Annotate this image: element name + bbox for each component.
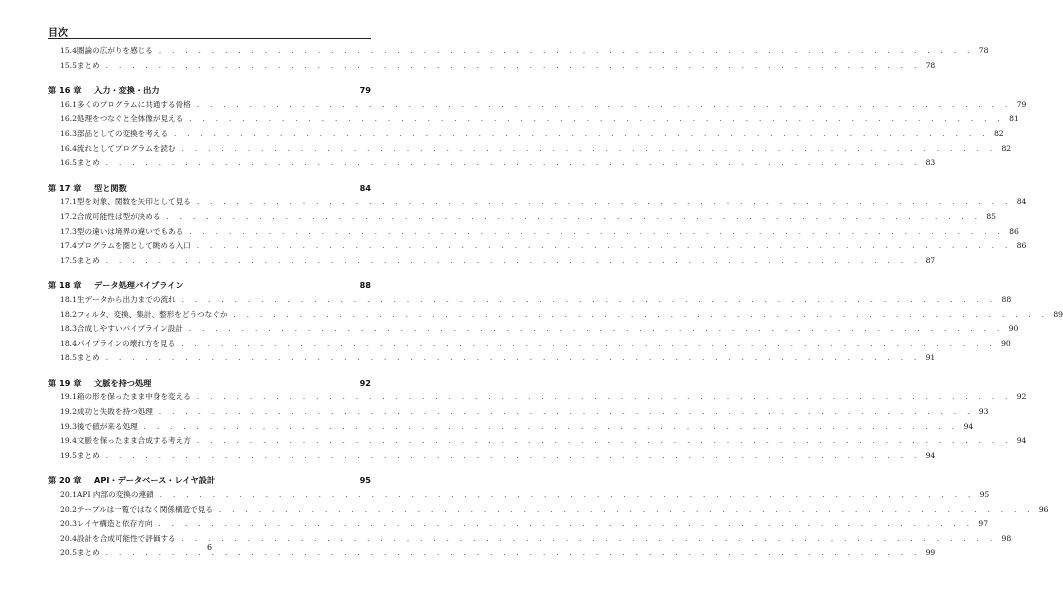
section-number: 19.3 — [60, 421, 77, 431]
chapter-page-number: 92 — [359, 377, 371, 388]
dot-leader: . . . . . . . . . . . . . . . . . . . . . . . . . . . . . . . . . . . . . . . . . . . . . . . . . . . . . . . . . . . . . . — [188, 325, 1004, 334]
toc-section-entry[interactable] — [48, 405, 989, 420]
section-page-number: 82 — [993, 128, 1004, 138]
toc-section-entry[interactable] — [48, 322, 1019, 337]
chapter-number: 第 19 章 — [48, 377, 82, 388]
toc-section-entry[interactable] — [48, 239, 1027, 254]
section-number: 19.5 — [60, 450, 77, 460]
section-number: 20.3 — [60, 519, 77, 529]
section-title: テーブルは一覧ではなく関係構造で見る — [76, 504, 213, 514]
section-title: API 内部の変換の連鎖 — [76, 490, 154, 500]
dot-leader: . . . . . . . . . . . . . . . . . . . . . . . . . . . . . . . . . . . . . . . . . . . . . . . . . . . . . . . . . . . . . . — [233, 310, 1049, 319]
section-title: まとめ — [76, 255, 100, 265]
dot-leader: . . . . . . . . . . . . . . . . . . . . . . . . . . . . . . . . . . . . . . . . . . . . . . . . . . . . . . . . . . . . . . — [105, 549, 921, 558]
chapter-page-number: 84 — [359, 182, 371, 193]
toc-section-entry[interactable] — [48, 337, 1011, 352]
section-page-number: 89 — [1053, 309, 1063, 319]
header-rule — [48, 38, 371, 39]
toc-section-entry[interactable] — [48, 210, 997, 225]
chapter-title: データ処理パイプライン — [94, 280, 184, 291]
dot-leader: . . . . . . . . . . . . . . . . . . . . . . . . . . . . . . . . . . . . . . . . . . . . . . . . . . . . . . . . . . . . . . — [189, 227, 1005, 236]
dot-leader: . . . . . . . . . . . . . . . . . . . . . . . . . . . . . . . . . . . . . . . . . . . . . . . . . . . . . . . . . . . . . . — [158, 408, 974, 417]
section-number: 17.1 — [60, 197, 77, 207]
section-number: 15.4 — [60, 46, 77, 55]
dot-leader: . . . . . . . . . . . . . . . . . . . . . . . . . . . . . . . . . . . . . . . . . . . . . . . . . . . . . . . . . . . . . . — [181, 534, 997, 543]
section-number: 17.2 — [60, 211, 77, 221]
section-page-number: 82 — [1001, 143, 1012, 153]
toc-section-entry[interactable] — [48, 112, 1019, 127]
toc-section-entry[interactable] — [48, 44, 989, 59]
toc-section-entry[interactable] — [48, 142, 1012, 157]
section-number: 19.2 — [60, 407, 77, 417]
section-title: 成功と失敗を持つ処理 — [76, 407, 153, 417]
toc-section-entry[interactable] — [48, 293, 1012, 308]
section-title: まとめ — [76, 158, 100, 168]
toc-section-entry[interactable] — [48, 488, 990, 503]
section-title: まとめ — [76, 60, 100, 70]
section-page-number: 90 — [1001, 338, 1011, 348]
dot-leader: . . . . . . . . . . . . . . . . . . . . . . . . . . . . . . . . . . . . . . . . . . . . . . . . . . . . . . . . . . . . . . — [174, 129, 989, 138]
section-number: 18.5 — [60, 353, 77, 363]
section-number: 15.5 — [60, 60, 77, 70]
dot-leader: . . . . . . . . . . . . . . . . . . . . . . . . . . . . . . . . . . . . . . . . . . . . . . . . . . . . . . . . . . . . . . — [196, 393, 1012, 402]
toc-section-entry[interactable] — [48, 127, 1004, 142]
dot-leader: . . . . . . . . . . . . . . . . . . . . . . . . . . . . . . . . . . . . . . . . . . . . . . . . . . . . . . . . . . . . . . — [159, 491, 975, 500]
toc-chapter-heading[interactable] — [48, 376, 371, 391]
section-number: 17.4 — [60, 241, 77, 251]
section-page-number: 83 — [925, 158, 936, 168]
section-page-number: 92 — [1016, 392, 1027, 402]
dot-leader: . . . . . . . . . . . . . . . . . . . . . . . . . . . . . . . . . . . . . . . . . . . . . . . . . . . . . . . . . . . . . . — [196, 100, 1012, 109]
toc-section-entry[interactable] — [48, 434, 1027, 449]
toc-section-entry[interactable] — [48, 225, 1019, 240]
chapter-title: 入力・変換・出力 — [94, 85, 160, 96]
section-title: 箱の形を保ったまま中身を変える — [76, 392, 191, 402]
section-page-number: 78 — [978, 46, 989, 55]
section-title: 設計を合成可能性で評価する — [76, 533, 176, 543]
section-title: 部品としての変換を考える — [76, 128, 169, 138]
section-number: 18.2 — [60, 309, 77, 319]
dot-leader: . . . . . . . . . . . . . . . . . . . . . . . . . . . . . . . . . . . . . . . . . . . . . . . . . . . . . . . . . . . . . . — [189, 115, 1005, 124]
section-page-number: 91 — [925, 353, 936, 363]
section-page-number: 94 — [963, 421, 974, 431]
section-number: 18.1 — [60, 294, 77, 304]
section-page-number: 94 — [925, 450, 936, 460]
toc-chapter-heading[interactable] — [48, 473, 371, 488]
section-title: 生データから出力までの流れ — [76, 294, 176, 304]
section-page-number: 94 — [1016, 436, 1027, 446]
section-number: 16.4 — [60, 143, 77, 153]
toc-section-entry[interactable] — [48, 420, 974, 435]
section-title: 流れとしてプログラムを読む — [76, 143, 176, 153]
table-of-contents — [48, 44, 1063, 561]
section-title: プログラムを圏として眺める入口 — [76, 241, 191, 251]
chapter-page-number: 88 — [359, 280, 371, 291]
toc-section-entry[interactable] — [48, 156, 936, 171]
section-number: 20.5 — [60, 548, 77, 558]
toc-section-entry[interactable] — [48, 308, 1063, 323]
chapter-page-number: 79 — [359, 85, 371, 96]
section-number: 19.4 — [60, 436, 77, 446]
section-page-number: 93 — [978, 407, 989, 417]
section-page-number: 97 — [978, 519, 989, 529]
section-number: 16.5 — [60, 158, 77, 168]
dot-leader: . . . . . . . . . . . . . . . . . . . . . . . . . . . . . . . . . . . . . . . . . . . . . . . . . . . . . . . . . . . . . . — [158, 47, 974, 55]
toc-section-entry[interactable] — [48, 503, 1049, 518]
section-page-number: 86 — [1016, 241, 1027, 251]
section-title: まとめ — [76, 353, 100, 363]
dot-leader: . . . . . . . . . . . . . . . . . . . . . . . . . . . . . . . . . . . . . . . . . . . . . . . . . . . . . . . . . . . . . . — [143, 422, 959, 431]
chapter-number: 第 17 章 — [48, 182, 82, 193]
chapter-number: 第 16 章 — [48, 85, 82, 96]
section-number: 16.3 — [60, 128, 77, 138]
chapter-title: API・データベース・レイヤ設計 — [94, 475, 216, 486]
toc-chapter-heading[interactable] — [48, 278, 371, 293]
chapter-number: 第 18 章 — [48, 280, 82, 291]
page-header-title: 目次 — [48, 28, 68, 39]
section-number: 18.3 — [60, 324, 77, 334]
dot-leader: . . . . . . . . . . . . . . . . . . . . . . . . . . . . . . . . . . . . . . . . . . . . . . . . . . . . . . . . . . . . . . — [105, 256, 921, 265]
dot-leader: . . . . . . . . . . . . . . . . . . . . . . . . . . . . . . . . . . . . . . . . . . . . . . . . . . . . . . . . . . . . . . — [105, 451, 921, 460]
dot-leader: . . . . . . . . . . . . . . . . . . . . . . . . . . . . . . . . . . . . . . . . . . . . . . . . . . . . . . . . . . . . . . — [196, 198, 1012, 207]
toc-section-entry[interactable] — [48, 195, 1027, 210]
section-number: 20.1 — [60, 490, 77, 500]
section-title: パイプラインの壊れ方を見る — [76, 338, 176, 348]
section-title: 合成しやすいパイプライン設計 — [76, 324, 183, 334]
toc-chapter-heading[interactable] — [48, 83, 371, 98]
section-page-number: 88 — [1001, 294, 1012, 304]
section-page-number: 78 — [925, 60, 936, 70]
section-page-number: 96 — [1038, 504, 1049, 514]
section-page-number: 85 — [986, 211, 997, 221]
section-title: 処理をつなぐと全体像が見える — [76, 114, 184, 124]
toc-chapter-heading[interactable] — [48, 181, 371, 196]
toc-section-entry[interactable] — [48, 254, 936, 269]
section-number: 20.2 — [60, 504, 77, 514]
section-page-number: 79 — [1016, 99, 1027, 109]
section-title: 合成可能性は型が決める — [76, 211, 161, 221]
chapter-page-number: 95 — [359, 475, 371, 486]
section-title: レイヤ構造と依存方向 — [76, 519, 153, 529]
chapter-title: 型と関数 — [94, 182, 127, 193]
section-page-number: 98 — [1001, 533, 1012, 543]
dot-leader: . . . . . . . . . . . . . . . . . . . . . . . . . . . . . . . . . . . . . . . . . . . . . . . . . . . . . . . . . . . . . . — [166, 212, 982, 221]
toc-section-entry[interactable] — [48, 390, 1027, 405]
section-page-number: 87 — [925, 255, 936, 265]
section-number: 20.4 — [60, 533, 77, 543]
section-page-number: 81 — [1009, 114, 1019, 124]
dot-leader: . . . . . . . . . . . . . . . . . . . . . . . . . . . . . . . . . . . . . . . . . . . . . . . . . . . . . . . . . . . . . . — [105, 354, 921, 363]
section-page-number: 84 — [1016, 197, 1027, 207]
section-page-number: 90 — [1008, 324, 1019, 334]
toc-section-entry[interactable] — [48, 517, 989, 532]
dot-leader: . . . . . . . . . . . . . . . . . . . . . . . . . . . . . . . . . . . . . . . . . . . . . . . . . . . . . . . . . . . . . . — [181, 339, 997, 348]
section-title: 後で値が来る処理 — [76, 421, 138, 431]
toc-section-entry[interactable] — [48, 351, 936, 366]
section-title: まとめ — [76, 548, 100, 558]
section-number: 17.5 — [60, 255, 77, 265]
section-title: 文脈を保ったまま合成する考え方 — [76, 436, 191, 446]
section-title: 圏論の広がりを感じる — [76, 46, 153, 55]
toc-section-entry[interactable] — [48, 59, 936, 74]
dot-leader: . . . . . . . . . . . . . . . . . . . . . . . . . . . . . . . . . . . . . . . . . . . . . . . . . . . . . . . . . . . . . . — [181, 144, 997, 153]
dot-leader: . . . . . . . . . . . . . . . . . . . . . . . . . . . . . . . . . . . . . . . . . . . . . . . . . . . . . . . . . . . . . . — [181, 295, 997, 304]
section-page-number: 99 — [925, 548, 936, 558]
toc-section-entry[interactable] — [48, 449, 936, 464]
section-number: 18.4 — [60, 338, 77, 348]
section-title: まとめ — [76, 450, 100, 460]
dot-leader: . . . . . . . . . . . . . . . . . . . . . . . . . . . . . . . . . . . . . . . . . . . . . . . . . . . . . . . . . . . . . . — [196, 437, 1012, 446]
section-title: 型を対象、関数を矢印として見る — [76, 197, 191, 207]
section-title: 多くのプログラムに共通する骨格 — [76, 99, 191, 109]
section-number: 16.1 — [60, 99, 77, 109]
section-number: 17.3 — [60, 226, 77, 236]
dot-leader: . . . . . . . . . . . . . . . . . . . . . . . . . . . . . . . . . . . . . . . . . . . . . . . . . . . . . . . . . . . . . . — [218, 505, 1034, 514]
dot-leader: . . . . . . . . . . . . . . . . . . . . . . . . . . . . . . . . . . . . . . . . . . . . . . . . . . . . . . . . . . . . . . — [158, 520, 974, 529]
section-title: フィルタ、変換、集計、整形をどうつなぐか — [76, 309, 228, 319]
toc-section-entry[interactable] — [48, 98, 1027, 113]
section-number: 16.2 — [60, 114, 77, 124]
page-number: 6 — [206, 543, 213, 552]
dot-leader: . . . . . . . . . . . . . . . . . . . . . . . . . . . . . . . . . . . . . . . . . . . . . . . . . . . . . . . . . . . . . . — [105, 61, 921, 70]
section-page-number: 95 — [979, 490, 990, 500]
section-number: 19.1 — [60, 392, 77, 402]
chapter-number: 第 20 章 — [48, 475, 82, 486]
section-page-number: 86 — [1009, 226, 1019, 236]
chapter-title: 文脈を持つ処理 — [94, 377, 152, 388]
dot-leader: . . . . . . . . . . . . . . . . . . . . . . . . . . . . . . . . . . . . . . . . . . . . . . . . . . . . . . . . . . . . . . — [105, 159, 921, 168]
section-title: 型の違いは境界の違いでもある — [76, 226, 184, 236]
dot-leader: . . . . . . . . . . . . . . . . . . . . . . . . . . . . . . . . . . . . . . . . . . . . . . . . . . . . . . . . . . . . . . — [196, 242, 1012, 251]
